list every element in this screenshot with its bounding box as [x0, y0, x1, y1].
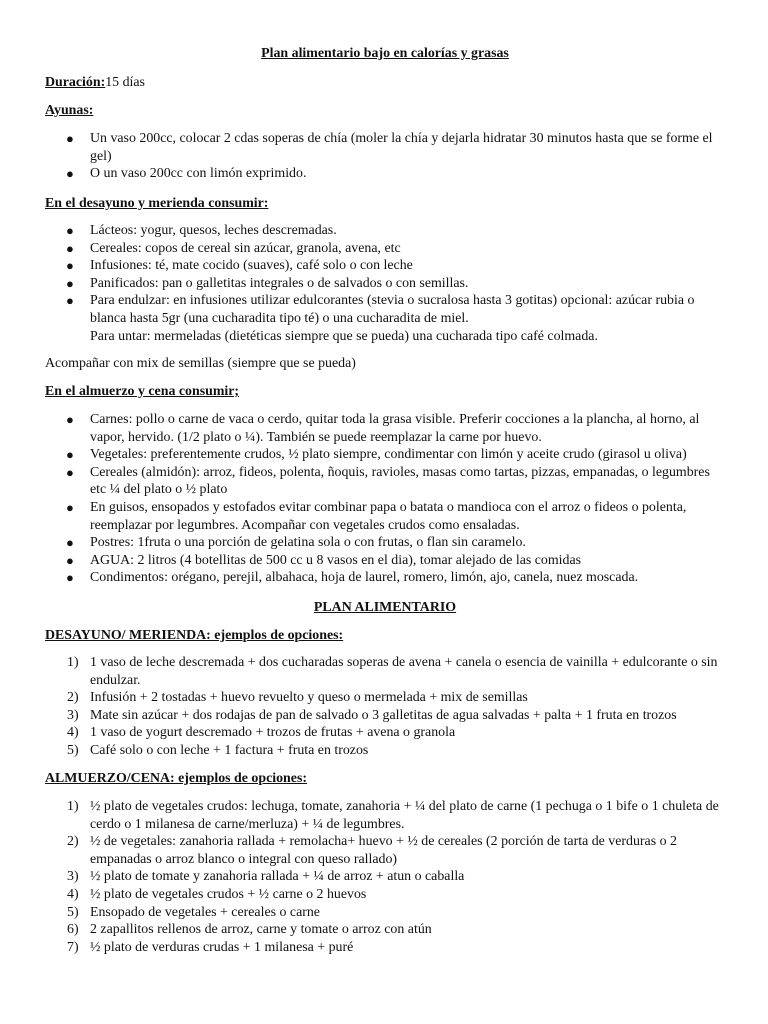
list-item-text: ½ plato de verduras crudas + 1 milanesa + puré [90, 939, 354, 955]
list-item [45, 798, 725, 833]
desayuno-note: Acompañar con mix de semillas (siempre que se pueda) [45, 356, 356, 371]
bullet-icon: ● [66, 240, 74, 256]
list-item-text: Panificados: pan o galletitas integrales o de salvados o con semillas. [90, 275, 469, 291]
list-item-text: Cereales (almidón): arroz, fideos, polenta, ñoquis, ravioles, masas como tartas, pizzas, empanadas, o legumbres etc ¼ del plato o ½ plato [90, 464, 710, 498]
list-item [45, 534, 725, 552]
list-item-text: Mate sin azúcar + dos rodajas de pan de salvado o 3 galletitas de agua salvadas + palta + 1 fruta en trozos [90, 707, 677, 723]
list-item-text: ½ plato de vegetales crudos: lechuga, tomate, zanahoria + ¼ del plato de carne (1 pechuga o 1 bife o 1 chuleta de cerdo o 1 milanesa de carne/merluza) + ¼ de legumbres. [90, 799, 719, 832]
list-item [45, 275, 725, 293]
list-item [45, 921, 725, 939]
list-number: 4) [67, 886, 79, 902]
list-number: 7) [67, 939, 79, 955]
list-item-text: 1 vaso de leche descremada + dos cucharadas soperas de avena + canela o esencia de vainilla + edulcorante o sin endulzar. [90, 655, 718, 688]
list-item-text: Para endulzar: en infusiones utilizar edulcorantes (stevia o sucralosa hasta 3 gotitas) opcional: azúcar rubia o blanca hasta 5gr (una cucharadita tipo té) o una cucharadita de miel. [90, 293, 695, 326]
bullet-icon: ● [66, 275, 74, 291]
bullet-icon: ● [66, 293, 74, 309]
desayuno-list [45, 222, 725, 345]
list-item [45, 833, 725, 868]
desayuno-opciones-heading [45, 627, 725, 645]
desayuno-opciones-heading-text: DESAYUNO/ MERIENDA: ejemplos de opciones: [45, 628, 344, 643]
bullet-icon: ● [66, 464, 74, 480]
ayunas-heading [45, 102, 725, 120]
list-item [45, 464, 725, 499]
list-item [45, 411, 725, 446]
list-number: 1) [67, 799, 79, 814]
bullet-icon: ● [66, 412, 74, 427]
list-item [45, 868, 725, 886]
duration-line [45, 74, 725, 92]
list-item [45, 724, 725, 742]
duration-value: 15 días [105, 75, 145, 90]
list-item [45, 130, 725, 165]
list-item-text: Café solo o con leche + 1 factura + fruta en trozos [90, 742, 369, 758]
list-item-text: Un vaso 200cc, colocar 2 cdas soperas de chía (moler la chía y dejarla hidratar 30 minutos hasta que se forme el gel) [90, 131, 713, 164]
list-item-text: Postres: 1fruta o una porción de gelatina sola o con frutas, o flan sin caramelo. [90, 535, 526, 551]
bullet-icon: ● [66, 552, 74, 568]
list-item-text: ½ plato de vegetales crudos + ½ carne o 2 huevos [90, 886, 367, 902]
document-title: Plan alimentario bajo en calorías y grasas [261, 46, 509, 61]
almuerzo-heading-text: En el almuerzo y cena consumir; [45, 384, 240, 399]
list-item-text: Vegetales: preferentemente crudos, ½ plato siempre, condimentar con limón y aceite crudo (girasol u oliva) [90, 447, 687, 463]
list-number: 3) [67, 707, 79, 723]
list-item-text: 2 zapallitos rellenos de arroz, carne y tomate o arroz con atún [90, 922, 432, 938]
list-number: 5) [67, 742, 79, 758]
list-number: 6) [67, 922, 79, 938]
almuerzo-list [45, 411, 725, 587]
list-item [45, 257, 725, 275]
list-item [45, 742, 725, 760]
almuerzo-opciones-heading-text: ALMUERZO/CENA: ejemplos de opciones: [45, 771, 307, 786]
list-item [45, 569, 725, 587]
bullet-icon: ● [66, 535, 74, 551]
list-item-text: En guisos, ensopados y estofados evitar combinar papa o batata o mandioca con el arroz o fideos o polenta, reemplazar por legumbres. Acompañar con vegetales crudos como ensaladas. [90, 499, 687, 533]
desayuno-heading-text: En el desayuno y merienda consumir: [45, 196, 269, 211]
plan-title: PLAN ALIMENTARIO [313, 600, 457, 615]
list-item-text: 1 vaso de yogurt descremado + trozos de frutas + avena o granola [90, 725, 456, 741]
bullet-icon: ● [66, 570, 74, 586]
bullet-icon: ● [66, 223, 74, 238]
list-item [45, 886, 725, 904]
bullet-icon: ● [66, 166, 74, 182]
list-item-text: Ensopado de vegetales + cereales o carne [90, 904, 320, 920]
bullet-icon: ● [66, 131, 74, 146]
desayuno-opciones-list [45, 654, 725, 760]
list-item [45, 499, 725, 534]
ayunas-heading-text: Ayunas: [45, 103, 94, 118]
bullet-icon: ● [66, 499, 74, 515]
list-item [45, 240, 725, 258]
list-item [45, 446, 725, 464]
almuerzo-opciones-heading [45, 770, 725, 788]
ayunas-list [45, 130, 725, 183]
list-item-text: Carnes: pollo o carne de vaca o cerdo, quitar toda la grasa visible. Preferir cocciones a la plancha, al horno, al vapor, hervido. (1/2 plato o ¼). También se puede reemplazar la carne por huevo. [90, 412, 700, 445]
list-item [45, 222, 725, 240]
list-item-text: O un vaso 200cc con limón exprimido. [90, 166, 307, 182]
list-number: 2) [67, 690, 79, 706]
almuerzo-opciones-list [45, 798, 725, 956]
desayuno-heading [45, 195, 725, 213]
list-item-text: Condimentos: orégano, perejil, albahaca, hoja de laurel, romero, limón, ajo, canela, nuez moscada. [90, 570, 639, 586]
almuerzo-heading [45, 383, 725, 401]
list-item-text: Cereales: copos de cereal sin azúcar, granola, avena, etc [90, 240, 401, 256]
list-number: 1) [67, 655, 79, 670]
bullet-icon: ● [66, 447, 74, 463]
list-item [45, 292, 725, 345]
list-number: 5) [67, 904, 79, 920]
list-number: 4) [67, 725, 79, 741]
list-item [45, 939, 725, 957]
list-item-text: Infusión + 2 tostadas + huevo revuelto y queso o mermelada + mix de semillas [90, 690, 528, 706]
list-item-text: AGUA: 2 litros (4 botellitas de 500 cc u 8 vasos en el dia), tomar alejado de las comidas [90, 552, 582, 568]
list-item [45, 707, 725, 725]
list-item [45, 904, 725, 922]
bullet-icon: ● [66, 258, 74, 274]
list-item-extra-line: Para untar: mermeladas (dietéticas siempre que se pueda) una cucharada tipo café colmada. [90, 328, 598, 344]
list-item-text: ½ plato de tomate y zanahoria rallada + ¼ de arroz + atun o caballa [90, 869, 465, 885]
list-item-text: ½ de vegetales: zanahoria rallada + remolacha+ huevo + ½ de cereales (2 porción de tarta de verduras o 2 empanadas o arroz blanco o integral con queso rallado) [90, 834, 677, 867]
list-item [45, 689, 725, 707]
list-item [45, 165, 725, 183]
list-number: 2) [67, 834, 79, 850]
list-item [45, 654, 725, 689]
list-item-text: Infusiones: té, mate cocido (suaves), café solo o con leche [90, 258, 413, 274]
list-item [45, 552, 725, 570]
list-item-text: Lácteos: yogur, quesos, leches descremadas. [90, 223, 337, 238]
duration-label: Duración: [45, 75, 106, 90]
list-number: 3) [67, 869, 79, 885]
